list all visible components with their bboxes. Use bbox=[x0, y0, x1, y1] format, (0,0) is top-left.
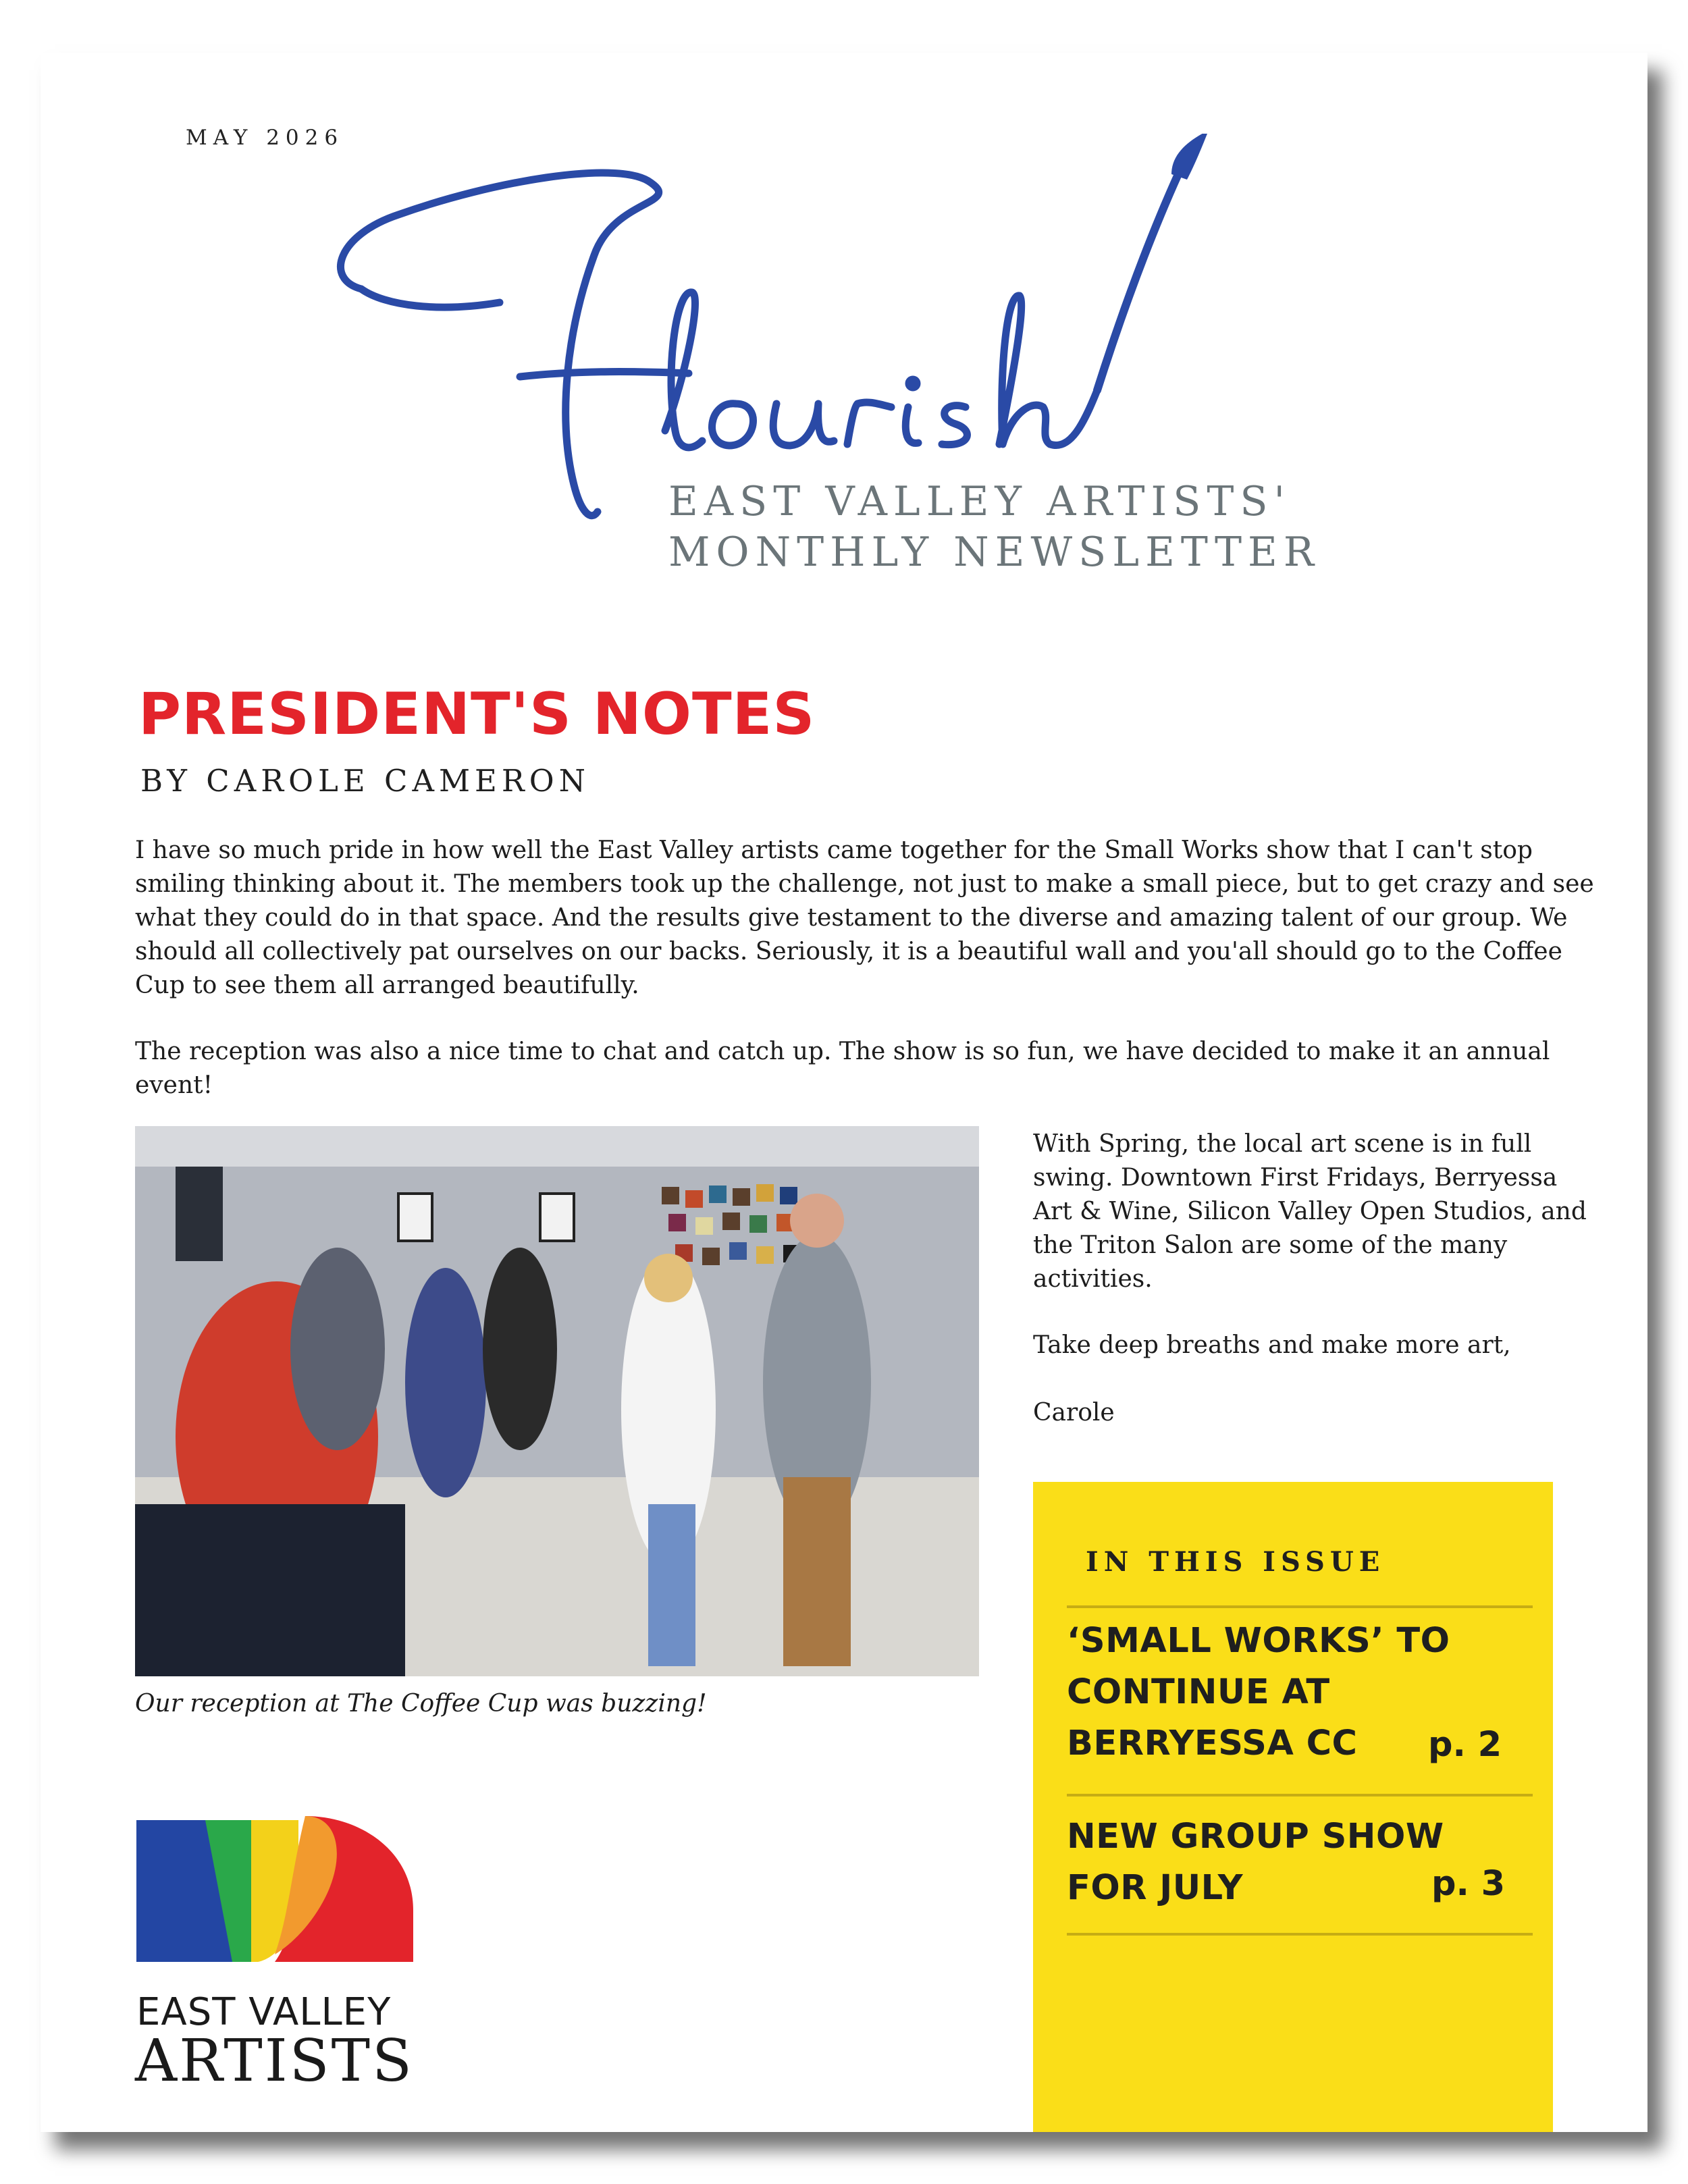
article-paragraph-3: With Spring, the local art scene is in full swing. Downtown First Fridays, Berryessa Art & Wine, Silicon Valley Open Studios, and the Triton Salon are some of the many activities. bbox=[1033, 1130, 1587, 1293]
issue-item-line: BERRYESSA CC bbox=[1067, 1724, 1358, 1763]
issue-item-line: ‘SMALL WORKS’ TO bbox=[1067, 1621, 1450, 1661]
logo-text-artists: ARTISTS bbox=[135, 2027, 414, 2095]
issue-item-line: FOR JULY bbox=[1067, 1868, 1244, 1908]
article-paragraph-1: I have so much pride in how well the East Valley artists came together for the Small Works show that I can't stop smiling thinking about it. The members took up the challenge, not just to make a small piece, but to get crazy and see what they could do in that space. And the results give testament to the diverse and amazing talent of our group. We should all collectively pat ourselves on our backs. Seriously, it is a beautiful wall and you'all should go to the Coffee Cup to see them all arranged beautifully. bbox=[135, 836, 1594, 999]
reception-photo bbox=[135, 1126, 979, 1676]
issue-item-small-works[interactable] bbox=[1067, 1609, 1533, 1791]
issue-item-page: p. 2 bbox=[1428, 1725, 1502, 1765]
photo-caption: Our reception at The Coffee Cup was buzzing! bbox=[135, 1690, 707, 1717]
sidebar-divider bbox=[1067, 1605, 1533, 1608]
article-signature: Carole bbox=[1033, 1399, 1115, 1427]
logo-text-east-valley: EAST VALLEY bbox=[136, 1990, 392, 2034]
issue-item-line: CONTINUE AT bbox=[1067, 1672, 1330, 1712]
sidebar-divider bbox=[1067, 1794, 1533, 1796]
article-byline: BY CAROLE CAMERON bbox=[140, 763, 591, 799]
newsletter-page bbox=[41, 53, 1647, 2132]
issue-date: MAY 2026 bbox=[186, 126, 344, 150]
article-title: PRESIDENT'S NOTES bbox=[138, 681, 816, 748]
article-paragraph-2: The reception was also a nice time to chat and catch up. The show is so fun, we have decided to make it an annual event! bbox=[135, 1038, 1550, 1099]
newsletter-subtitle-line1: EAST VALLEY ARTISTS' bbox=[668, 478, 1291, 525]
issue-item-group-show[interactable] bbox=[1067, 1798, 1533, 1929]
newsletter-subtitle-line2: MONTHLY NEWSLETTER bbox=[668, 529, 1320, 576]
issue-item-line: NEW GROUP SHOW bbox=[1067, 1817, 1444, 1857]
sidebar-divider bbox=[1067, 1933, 1533, 1936]
article-closing-line: Take deep breaths and make more art, bbox=[1033, 1331, 1511, 1359]
in-this-issue-heading: IN THIS ISSUE bbox=[1086, 1546, 1386, 1578]
in-this-issue-box bbox=[1033, 1482, 1553, 2132]
issue-item-page: p. 3 bbox=[1431, 1864, 1506, 1904]
